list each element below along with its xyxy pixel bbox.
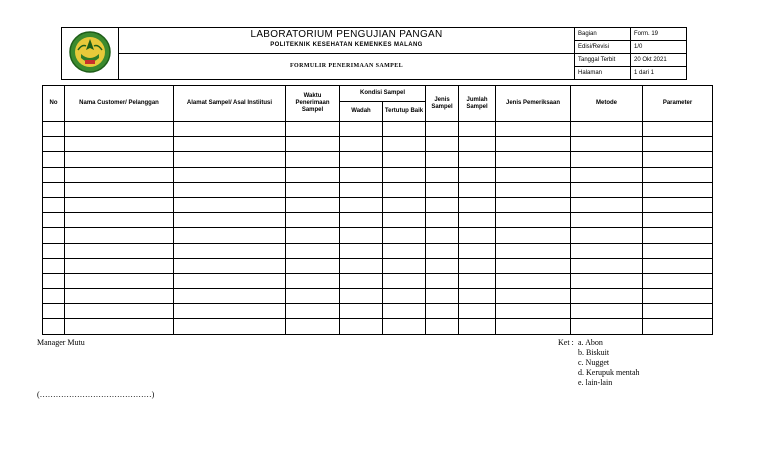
table-cell[interactable] [643, 182, 713, 197]
table-cell[interactable] [496, 137, 571, 152]
table-cell[interactable] [383, 137, 426, 152]
table-cell[interactable] [383, 122, 426, 137]
meta-label: Edisi/Revisi [575, 41, 631, 54]
table-cell[interactable] [496, 273, 571, 288]
table-cell[interactable] [426, 273, 459, 288]
table-cell[interactable] [286, 197, 340, 212]
table-cell[interactable] [571, 137, 643, 152]
table-cell[interactable] [571, 243, 643, 258]
col-exam: Jenis Pemeriksaan [496, 86, 571, 122]
table-cell[interactable] [459, 243, 496, 258]
table-row [43, 228, 713, 243]
table-cell[interactable] [174, 197, 286, 212]
table-row [43, 258, 713, 273]
table-cell[interactable] [286, 152, 340, 167]
table-cell[interactable] [426, 228, 459, 243]
table-cell[interactable] [43, 304, 65, 319]
ket-item: d. Kerupuk mentah [578, 368, 640, 377]
table-cell[interactable] [571, 152, 643, 167]
table-cell[interactable] [43, 319, 65, 334]
table-cell[interactable] [383, 228, 426, 243]
table-cell[interactable] [643, 197, 713, 212]
table-cell[interactable] [571, 273, 643, 288]
table-cell[interactable] [459, 167, 496, 182]
table-cell[interactable] [43, 213, 65, 228]
table-cell[interactable] [496, 122, 571, 137]
table-cell[interactable] [643, 167, 713, 182]
table-cell[interactable] [43, 289, 65, 304]
meta-value: 1 dari 1 [631, 67, 687, 80]
table-cell[interactable] [286, 137, 340, 152]
table-cell[interactable] [459, 319, 496, 334]
meta-value: 20 Okt 2021 [631, 54, 687, 67]
table-cell[interactable] [571, 213, 643, 228]
table-cell[interactable] [286, 213, 340, 228]
table-cell[interactable] [340, 213, 383, 228]
sample-receipt-table [42, 85, 713, 335]
table-cell[interactable] [459, 304, 496, 319]
table-cell[interactable] [426, 304, 459, 319]
table-cell[interactable] [174, 167, 286, 182]
table-cell[interactable] [43, 152, 65, 167]
table-cell[interactable] [459, 152, 496, 167]
table-cell[interactable] [286, 228, 340, 243]
poltekkes-logo [68, 30, 112, 74]
meta-label: Tanggal Terbit [575, 54, 631, 67]
table-cell[interactable] [426, 213, 459, 228]
table-cell[interactable] [496, 258, 571, 273]
table-cell[interactable] [426, 258, 459, 273]
col-condition: Kondisi Sampel [340, 86, 426, 102]
table-cell[interactable] [383, 167, 426, 182]
table-cell[interactable] [643, 152, 713, 167]
table-cell[interactable] [65, 182, 174, 197]
table-cell[interactable] [286, 304, 340, 319]
table-cell[interactable] [340, 182, 383, 197]
table-cell[interactable] [643, 213, 713, 228]
table-cell[interactable] [65, 289, 174, 304]
table-cell[interactable] [426, 182, 459, 197]
form-header [61, 27, 687, 80]
table-row [43, 152, 713, 167]
table-cell[interactable] [643, 243, 713, 258]
table-row [43, 243, 713, 258]
col-time: Waktu Penerimaan Sampel [286, 86, 340, 122]
table-row [43, 182, 713, 197]
table-cell[interactable] [340, 258, 383, 273]
table-cell[interactable] [174, 304, 286, 319]
table-cell[interactable] [65, 167, 174, 182]
table-cell[interactable] [340, 122, 383, 137]
table-cell[interactable] [43, 197, 65, 212]
table-row [43, 197, 713, 212]
table-cell[interactable] [65, 273, 174, 288]
table-cell[interactable] [496, 152, 571, 167]
col-no: No [43, 86, 65, 122]
meta-value: Form. 19 [631, 28, 687, 41]
table-cell[interactable] [65, 213, 174, 228]
table-cell[interactable] [643, 304, 713, 319]
table-cell[interactable] [340, 273, 383, 288]
table-cell[interactable] [340, 304, 383, 319]
table-cell[interactable] [383, 243, 426, 258]
table-cell[interactable] [459, 289, 496, 304]
table-cell[interactable] [340, 167, 383, 182]
table-cell[interactable] [571, 167, 643, 182]
table-row [43, 289, 713, 304]
table-cell[interactable] [286, 182, 340, 197]
table-cell[interactable] [286, 122, 340, 137]
table-cell[interactable] [383, 258, 426, 273]
table-row [43, 122, 713, 137]
table-cell[interactable] [340, 197, 383, 212]
table-cell[interactable] [571, 122, 643, 137]
table-cell[interactable] [383, 304, 426, 319]
table-cell[interactable] [174, 182, 286, 197]
meta-value: 1/0 [631, 41, 687, 54]
table-cell[interactable] [426, 122, 459, 137]
table-cell[interactable] [571, 258, 643, 273]
table-cell[interactable] [496, 289, 571, 304]
ket-label: Ket : [558, 338, 574, 347]
ket-item: b. Biskuit [578, 348, 610, 357]
ket-item: e. lain-lain [578, 378, 613, 387]
table-cell[interactable] [496, 304, 571, 319]
table-cell[interactable] [496, 243, 571, 258]
table-cell[interactable] [174, 319, 286, 334]
table-cell[interactable] [65, 152, 174, 167]
table-cell[interactable] [496, 213, 571, 228]
table-cell[interactable] [426, 197, 459, 212]
table-cell[interactable] [174, 152, 286, 167]
table-cell[interactable] [426, 243, 459, 258]
table-cell[interactable] [65, 137, 174, 152]
table-cell[interactable] [383, 197, 426, 212]
meta-label: Bagian [575, 28, 631, 41]
table-cell[interactable] [643, 122, 713, 137]
table-cell[interactable] [459, 258, 496, 273]
table-cell[interactable] [643, 137, 713, 152]
table-cell[interactable] [65, 243, 174, 258]
table-cell[interactable] [43, 228, 65, 243]
table-cell[interactable] [286, 167, 340, 182]
table-cell[interactable] [340, 228, 383, 243]
table-row [43, 304, 713, 319]
table-cell[interactable] [643, 258, 713, 273]
table-cell[interactable] [340, 243, 383, 258]
table-cell[interactable] [496, 228, 571, 243]
table-cell[interactable] [426, 167, 459, 182]
table-cell[interactable] [571, 182, 643, 197]
table-cell[interactable] [174, 273, 286, 288]
table-cell[interactable] [286, 319, 340, 334]
table-cell[interactable] [496, 182, 571, 197]
table-cell[interactable] [571, 319, 643, 334]
table-cell[interactable] [383, 182, 426, 197]
table-cell[interactable] [383, 152, 426, 167]
signature-line: (……………………………………) [37, 390, 155, 399]
table-cell[interactable] [174, 228, 286, 243]
table-cell[interactable] [383, 319, 426, 334]
logo-cell [62, 28, 119, 80]
form-title: FORMULIR PENERIMAAN SAMPEL [119, 54, 575, 80]
col-customer: Nama Customer/ Pelanggan [65, 86, 174, 122]
col-count: Jumlah Sampel [459, 86, 496, 122]
table-cell[interactable] [340, 289, 383, 304]
table-cell[interactable] [65, 197, 174, 212]
col-address: Alamat Sampel/ Asal Instiitusi [174, 86, 286, 122]
table-cell[interactable] [643, 228, 713, 243]
table-cell[interactable] [496, 197, 571, 212]
table-cell[interactable] [286, 258, 340, 273]
table-cell[interactable] [426, 319, 459, 334]
table-cell[interactable] [43, 273, 65, 288]
title-cell [119, 28, 575, 54]
table-cell[interactable] [43, 167, 65, 182]
table-cell[interactable] [286, 273, 340, 288]
table-cell[interactable] [43, 258, 65, 273]
institution-name: POLITEKNIK KESEHATAN KEMENKES MALANG [270, 42, 423, 48]
table-row [43, 319, 713, 334]
table-cell[interactable] [383, 213, 426, 228]
table-cell[interactable] [286, 243, 340, 258]
table-cell[interactable] [174, 122, 286, 137]
table-cell[interactable] [426, 152, 459, 167]
table-cell[interactable] [174, 243, 286, 258]
table-cell[interactable] [65, 228, 174, 243]
table-cell[interactable] [459, 213, 496, 228]
table-cell[interactable] [496, 319, 571, 334]
table-cell[interactable] [174, 258, 286, 273]
table-cell[interactable] [571, 304, 643, 319]
table-cell[interactable] [43, 243, 65, 258]
table-cell[interactable] [43, 137, 65, 152]
lab-name: LABORATORIUM PENGUJIAN PANGAN [250, 29, 443, 40]
table-cell[interactable] [174, 137, 286, 152]
ket-item: a. Abon [578, 338, 603, 347]
table-row [43, 167, 713, 182]
table-row [43, 273, 713, 288]
table-cell[interactable] [383, 289, 426, 304]
table-cell[interactable] [340, 137, 383, 152]
table-cell[interactable] [43, 182, 65, 197]
table-cell[interactable] [426, 289, 459, 304]
table-cell[interactable] [459, 137, 496, 152]
table-cell[interactable] [426, 137, 459, 152]
table-cell[interactable] [174, 213, 286, 228]
col-method: Metode [571, 86, 643, 122]
table-cell[interactable] [383, 273, 426, 288]
table-cell[interactable] [65, 304, 174, 319]
table-cell[interactable] [571, 197, 643, 212]
table-cell[interactable] [459, 273, 496, 288]
table-cell[interactable] [571, 289, 643, 304]
table-cell[interactable] [459, 122, 496, 137]
col-param: Parameter [643, 86, 713, 122]
table-row [43, 137, 713, 152]
table-cell[interactable] [571, 228, 643, 243]
table-cell[interactable] [459, 182, 496, 197]
table-cell[interactable] [643, 319, 713, 334]
table-cell[interactable] [286, 289, 340, 304]
col-type: Jenis Sampel [426, 86, 459, 122]
table-cell[interactable] [459, 197, 496, 212]
table-cell[interactable] [643, 273, 713, 288]
col-container: Wadah [340, 102, 383, 122]
table-cell[interactable] [174, 289, 286, 304]
table-cell[interactable] [643, 289, 713, 304]
table-cell[interactable] [65, 319, 174, 334]
table-cell[interactable] [340, 152, 383, 167]
table-cell[interactable] [65, 258, 174, 273]
meta-label: Halaman [575, 67, 631, 80]
manager-label: Manager Mutu [37, 338, 85, 347]
table-cell[interactable] [65, 122, 174, 137]
table-cell[interactable] [496, 167, 571, 182]
col-sealed: Tertutup Baik [383, 102, 426, 122]
table-cell[interactable] [340, 319, 383, 334]
table-cell[interactable] [459, 228, 496, 243]
ket-item: c. Nugget [578, 358, 610, 367]
table-row [43, 213, 713, 228]
table-cell[interactable] [43, 122, 65, 137]
